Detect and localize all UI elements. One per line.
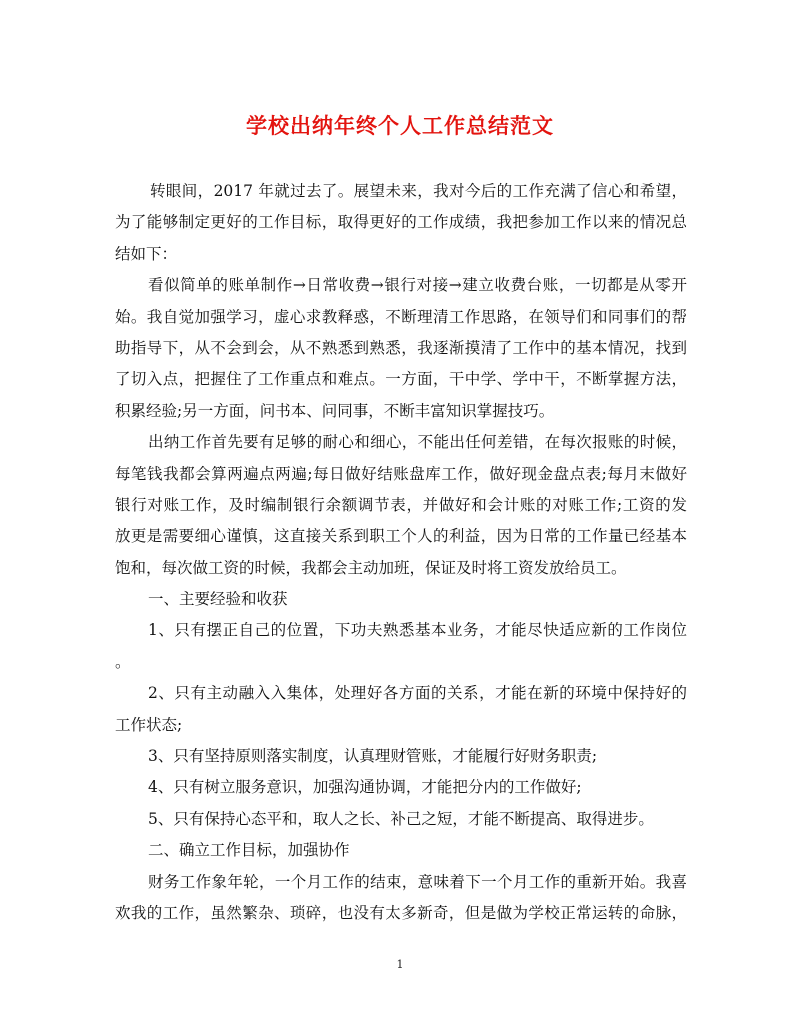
paragraph-line: 出纳工作首先要有足够的耐心和细心，不能出任何差错，在每次报账的时候， xyxy=(148,433,687,452)
list-item: 5、只有保持心态平和，取人之长、补己之短，才能不断提高、取得进步。 xyxy=(148,809,654,828)
page-number: 1 xyxy=(396,958,404,971)
document-body xyxy=(115,176,687,929)
paragraph-line: 银行对账工作，及时编制银行余额调节表，并做好和会计账的对账工作;工资的发 xyxy=(115,495,687,514)
list-item-continuation: 。 xyxy=(115,652,131,671)
list-item-continuation: 工作状态; xyxy=(115,715,183,734)
paragraph-line: 放更是需要细心谨慎，这直接关系到职工个人的利益，因为日常的工作量已经基本 xyxy=(115,527,687,546)
paragraph-line: 积累经验;另一方面，问书本、问同事，不断丰富知识掌握技巧。 xyxy=(115,401,555,420)
paragraph-line: 助指导下，从不会到会，从不熟悉到熟悉，我逐渐摸清了工作中的基本情况，找到 xyxy=(115,338,687,357)
section-heading: 二、确立工作目标，加强协作 xyxy=(148,841,350,860)
document-title: 学校出纳年终个人工作总结范文 xyxy=(246,113,554,138)
paragraph-line: 始。我自觉加强学习，虚心求教释惑，不断理清工作思路，在领导们和同事们的帮 xyxy=(115,307,687,326)
paragraph-line: 每笔钱我都会算两遍点两遍;每日做好结账盘库工作，做好现金盘点表;每月末做好 xyxy=(115,464,687,483)
list-item: 4、只有树立服务意识，加强沟通协调，才能把分内的工作做好; xyxy=(148,778,582,797)
paragraph-line: 饱和，每次做工资的时候，我都会主动加班，保证及时将工资发放给员工。 xyxy=(115,558,627,577)
paragraph-line: 了切入点，把握住了工作重点和难点。一方面，干中学、学中干，不断掌握方法， xyxy=(115,370,687,389)
section-heading: 一、主要经验和收获 xyxy=(148,590,288,609)
list-item: 1、只有摆正自己的位置，下功夫熟悉基本业务，才能尽快适应新的工作岗位 xyxy=(148,621,687,640)
paragraph-line: 结如下： xyxy=(115,244,178,263)
list-item: 3、只有坚持原则落实制度，认真理财管账，才能履行好财务职责; xyxy=(148,747,598,766)
paragraph-line: 欢我的工作，虽然繁杂、琐碎，也没有太多新奇，但是做为学校正常运转的命脉， xyxy=(115,903,687,922)
list-item: 2、只有主动融入入集体，处理好各方面的关系，才能在新的环境中保持好的 xyxy=(148,684,687,703)
paragraph-line: 财务工作象年轮，一个月工作的结束，意味着下一个月工作的重新开始。我喜 xyxy=(148,872,687,891)
paragraph-line: 看似简单的账单制作→日常收费→银行对接→建立收费台账，一切都是从零开 xyxy=(148,276,687,295)
paragraph-line: 为了能够制定更好的工作目标，取得更好的工作成绩，我把参加工作以来的情况总 xyxy=(115,213,687,232)
paragraph-line: 转眼间，2017 年就过去了。展望未来，我对今后的工作充满了信心和希望， xyxy=(150,182,687,200)
